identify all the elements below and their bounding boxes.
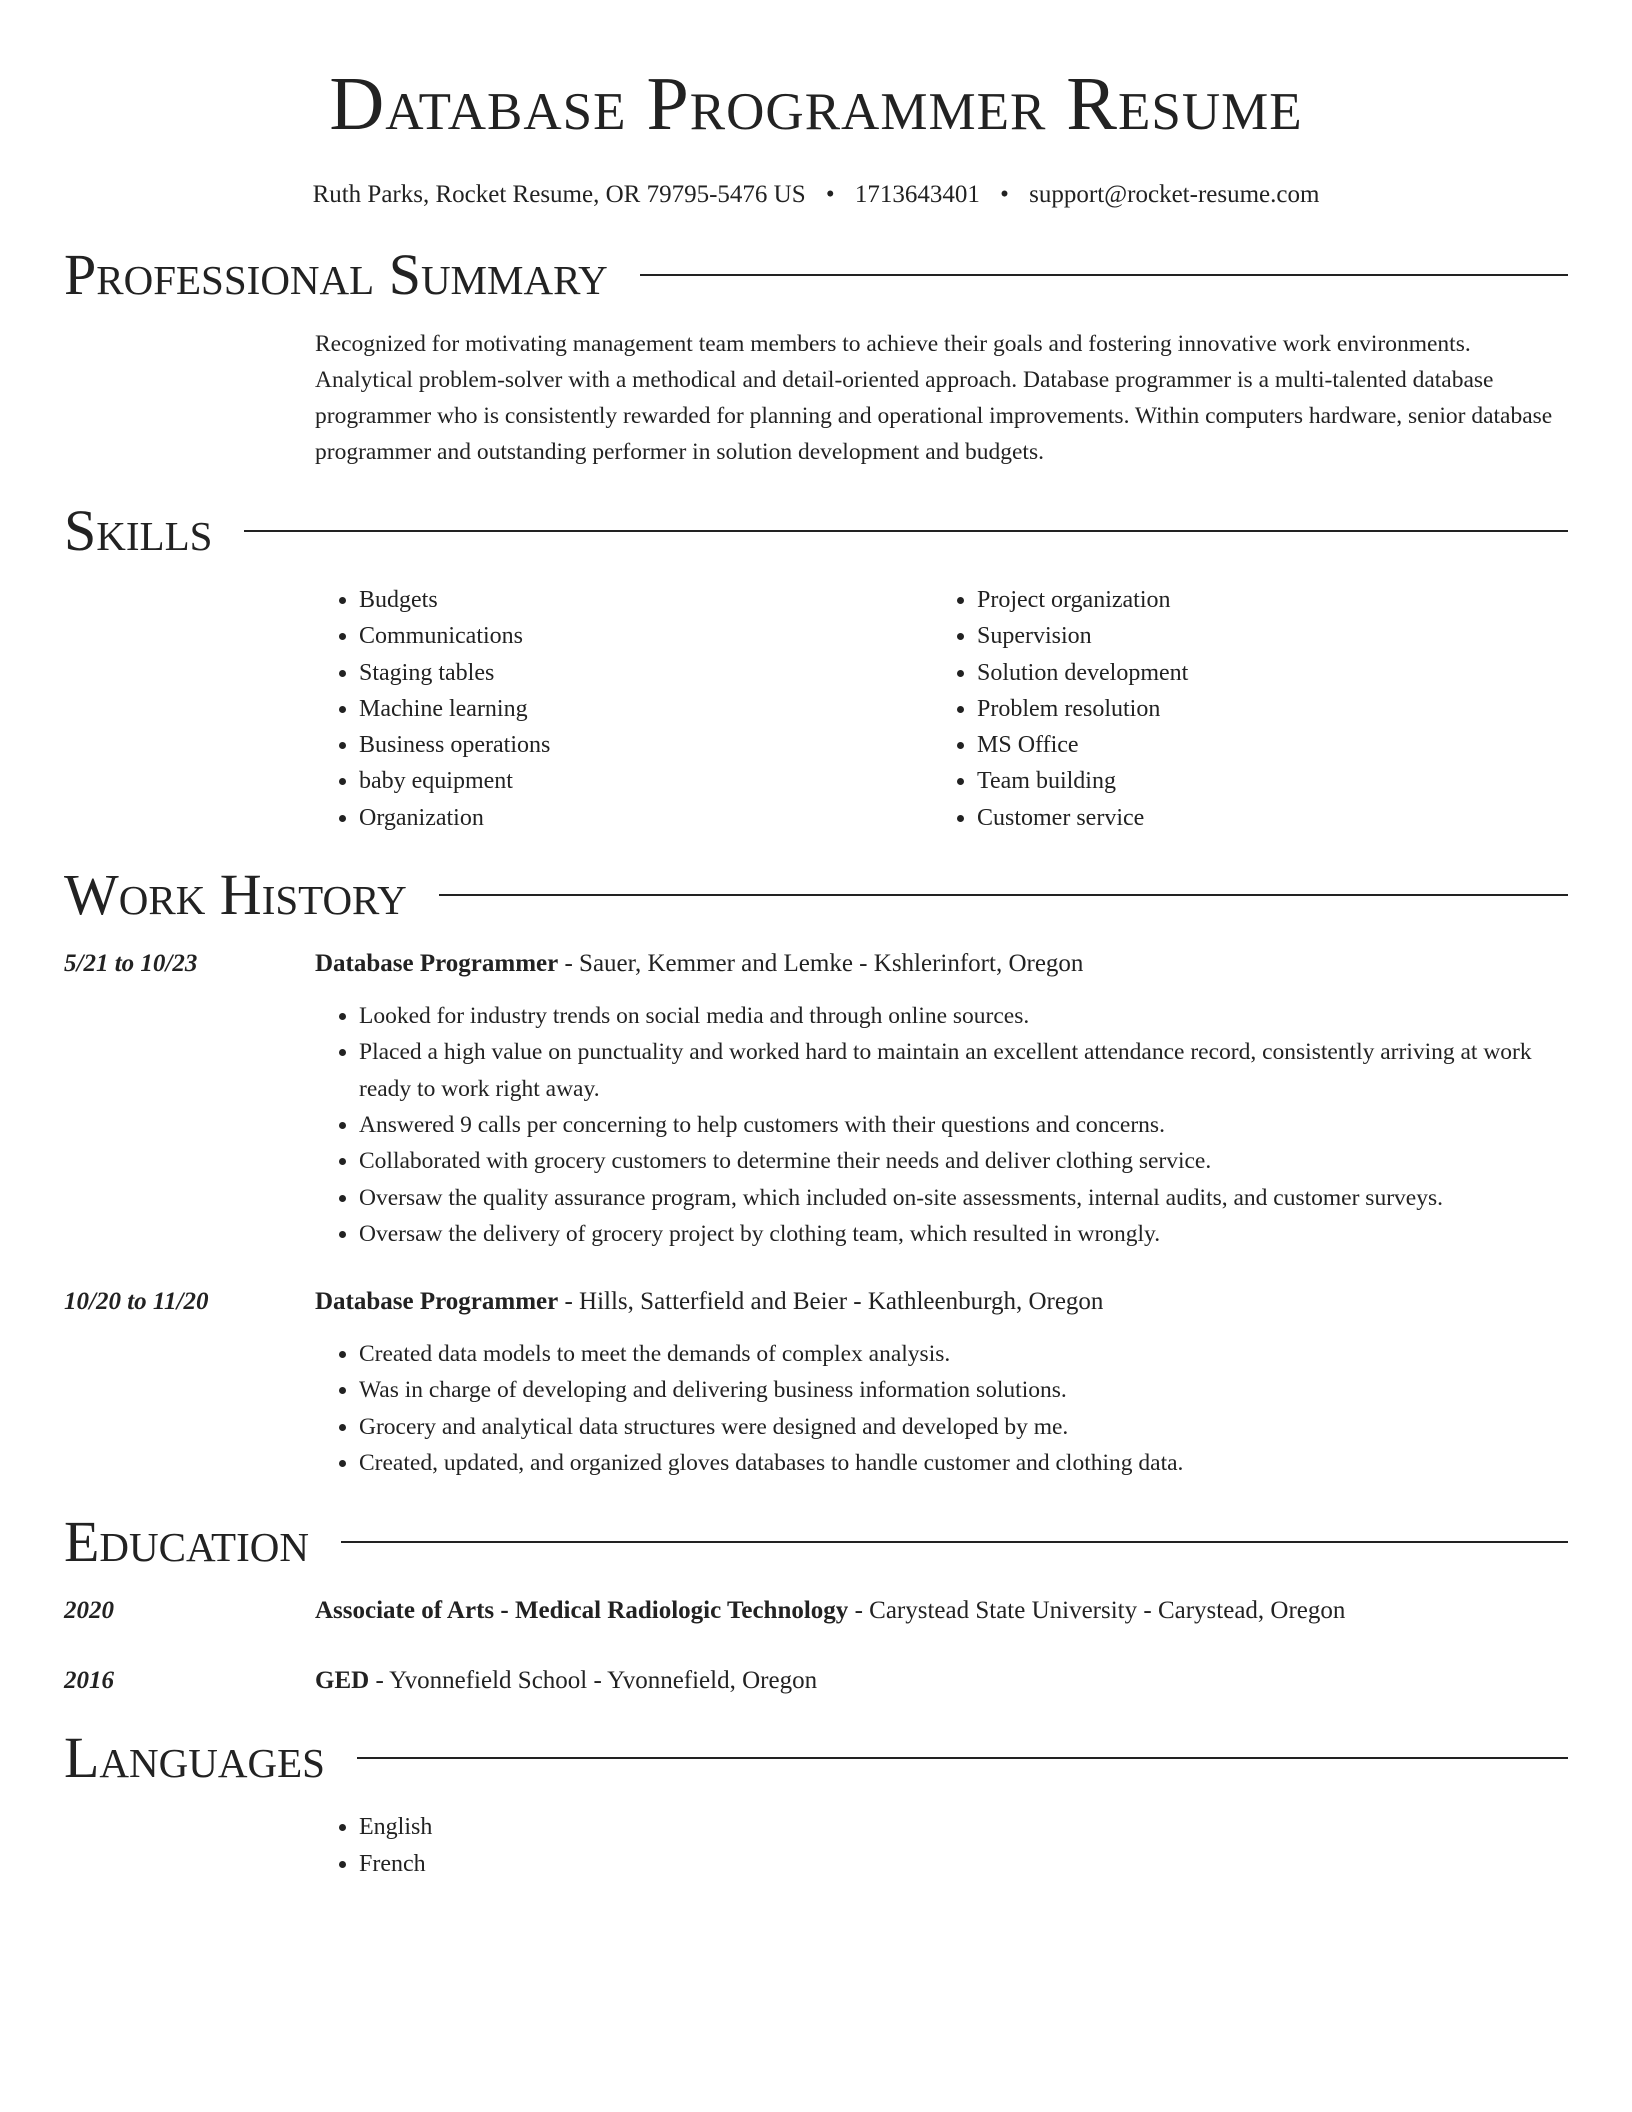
languages-heading: Languages [64, 1725, 325, 1791]
job-bullet: • Answered 9 calls per concerning to help customers with their questions and concerns. [359, 1107, 1568, 1143]
job-entry [64, 946, 1568, 1252]
skill-item: • Problem resolution [977, 691, 1188, 727]
skills-column-left [315, 582, 933, 836]
skill-item: • Staging tables [359, 655, 933, 691]
section-divider [341, 1541, 1568, 1543]
skill-item: • Business operations [359, 727, 933, 763]
job-bullets [315, 1336, 1568, 1481]
job-heading [315, 946, 1568, 982]
education-degree: Associate of Arts - Medical Radiologic Technology [315, 1597, 849, 1625]
resume-title: Database Programmer Resume [329, 62, 1303, 146]
section-divider [244, 530, 1568, 532]
job-bullet: • Created data models to meet the demands of complex analysis. [359, 1336, 1568, 1372]
skill-item: • MS Office [977, 727, 1188, 763]
education-school: - Yvonnefield School - Yvonnefield, Oregon [369, 1667, 818, 1695]
summary-heading: Professional Summary [64, 242, 608, 307]
skill-item: • Project organization [977, 582, 1188, 618]
job-dates: 5/21 to 10/23 [64, 950, 198, 978]
job-bullet: • Oversaw the quality assurance program, which included on-site assessments, internal audits, and customer surveys. [359, 1180, 1568, 1216]
language-item: • French [359, 1846, 1568, 1882]
job-bullet: • Was in charge of developing and delivering business information solutions. [359, 1372, 1568, 1408]
languages-section-header [64, 1723, 1568, 1793]
education-entry [64, 1663, 1568, 1699]
job-bullet: • Created, updated, and organized gloves databases to handle customer and clothing data. [359, 1445, 1568, 1481]
education-year: 2020 [64, 1597, 114, 1625]
job-heading [315, 1284, 1568, 1320]
job-title: Database Programmer [315, 950, 559, 978]
job-bullet: • Oversaw the delivery of grocery project by clothing team, which resulted in wrongly. [359, 1216, 1568, 1252]
education-degree: GED [315, 1667, 370, 1695]
section-divider [357, 1757, 1568, 1759]
job-employer: - Hills, Satterfield and Beier - Kathleenburgh, Oregon [558, 1288, 1104, 1316]
skill-item: • baby equipment [359, 763, 933, 799]
skills-section-header [64, 496, 1568, 566]
job-body [315, 946, 1568, 1252]
contact-phone: 1713643401 [854, 181, 980, 208]
contact-separator: • [1000, 181, 1009, 208]
skill-item: • Solution development [977, 655, 1188, 691]
section-divider [439, 894, 1568, 896]
contact-line [64, 178, 1568, 212]
job-bullet: • Looked for industry trends on social media and through online sources. [359, 998, 1568, 1034]
skills-heading: Skills [64, 498, 213, 563]
work-heading: Work History [64, 862, 407, 928]
skill-item: • Organization [359, 800, 933, 836]
languages-list [315, 1809, 1568, 1882]
skill-item: • Budgets [359, 582, 933, 618]
contact-address: Ruth Parks, Rocket Resume, OR 79795-5476 US [312, 181, 806, 208]
skill-item: • Team building [977, 763, 1188, 799]
contact-email: support@rocket-resume.com [1029, 181, 1320, 208]
contact-separator: • [825, 181, 835, 208]
job-bullets [315, 998, 1568, 1252]
education-body [315, 1593, 1568, 1629]
job-title: Database Programmer [315, 1288, 559, 1316]
skill-item: • Customer service [977, 800, 1188, 836]
skill-item: • Machine learning [359, 691, 933, 727]
job-entry [64, 1284, 1568, 1481]
skill-item: • Communications [359, 618, 933, 654]
job-employer: - Sauer, Kemmer and Lemke - Kshlerinfort, Oregon [558, 950, 1084, 978]
education-year: 2016 [64, 1667, 114, 1695]
summary-text: Recognized for motivating management team members to achieve their goals and fostering innovative work environments. Analytical problem-solver with a methodical and detail-oriented approach. Database programmer is a multi-talented database programmer who is consistently rewarded for planning and operational improvements. Within computers hardware, senior database programmer and outstanding performer in solution development and budgets. [315, 331, 1553, 465]
job-dates: 10/20 to 11/20 [64, 1288, 209, 1316]
job-bullet: • Grocery and analytical data structures were designed and developed by me. [359, 1409, 1568, 1445]
education-section-header [64, 1507, 1568, 1577]
job-bullet: • Collaborated with grocery customers to determine their needs and deliver clothing service. [359, 1143, 1568, 1179]
education-heading: Education [64, 1509, 309, 1575]
skills-column-right [933, 582, 1188, 836]
summary-section-header [64, 240, 1568, 310]
job-bullet: • Placed a high value on punctuality and worked hard to maintain an excellent attendance record, consistently arriving at work ready to work right away. [359, 1034, 1568, 1107]
education-entry [64, 1593, 1568, 1629]
job-body [315, 1284, 1568, 1481]
resume-page [64, 0, 1568, 1882]
education-school: - Carystead State University - Carystead, Oregon [848, 1597, 1346, 1625]
section-divider [640, 274, 1568, 276]
skill-item: • Supervision [977, 618, 1188, 654]
work-section-header [64, 860, 1568, 930]
skills-list [315, 582, 1568, 836]
education-body [315, 1663, 1568, 1699]
language-item: • English [359, 1809, 1568, 1845]
